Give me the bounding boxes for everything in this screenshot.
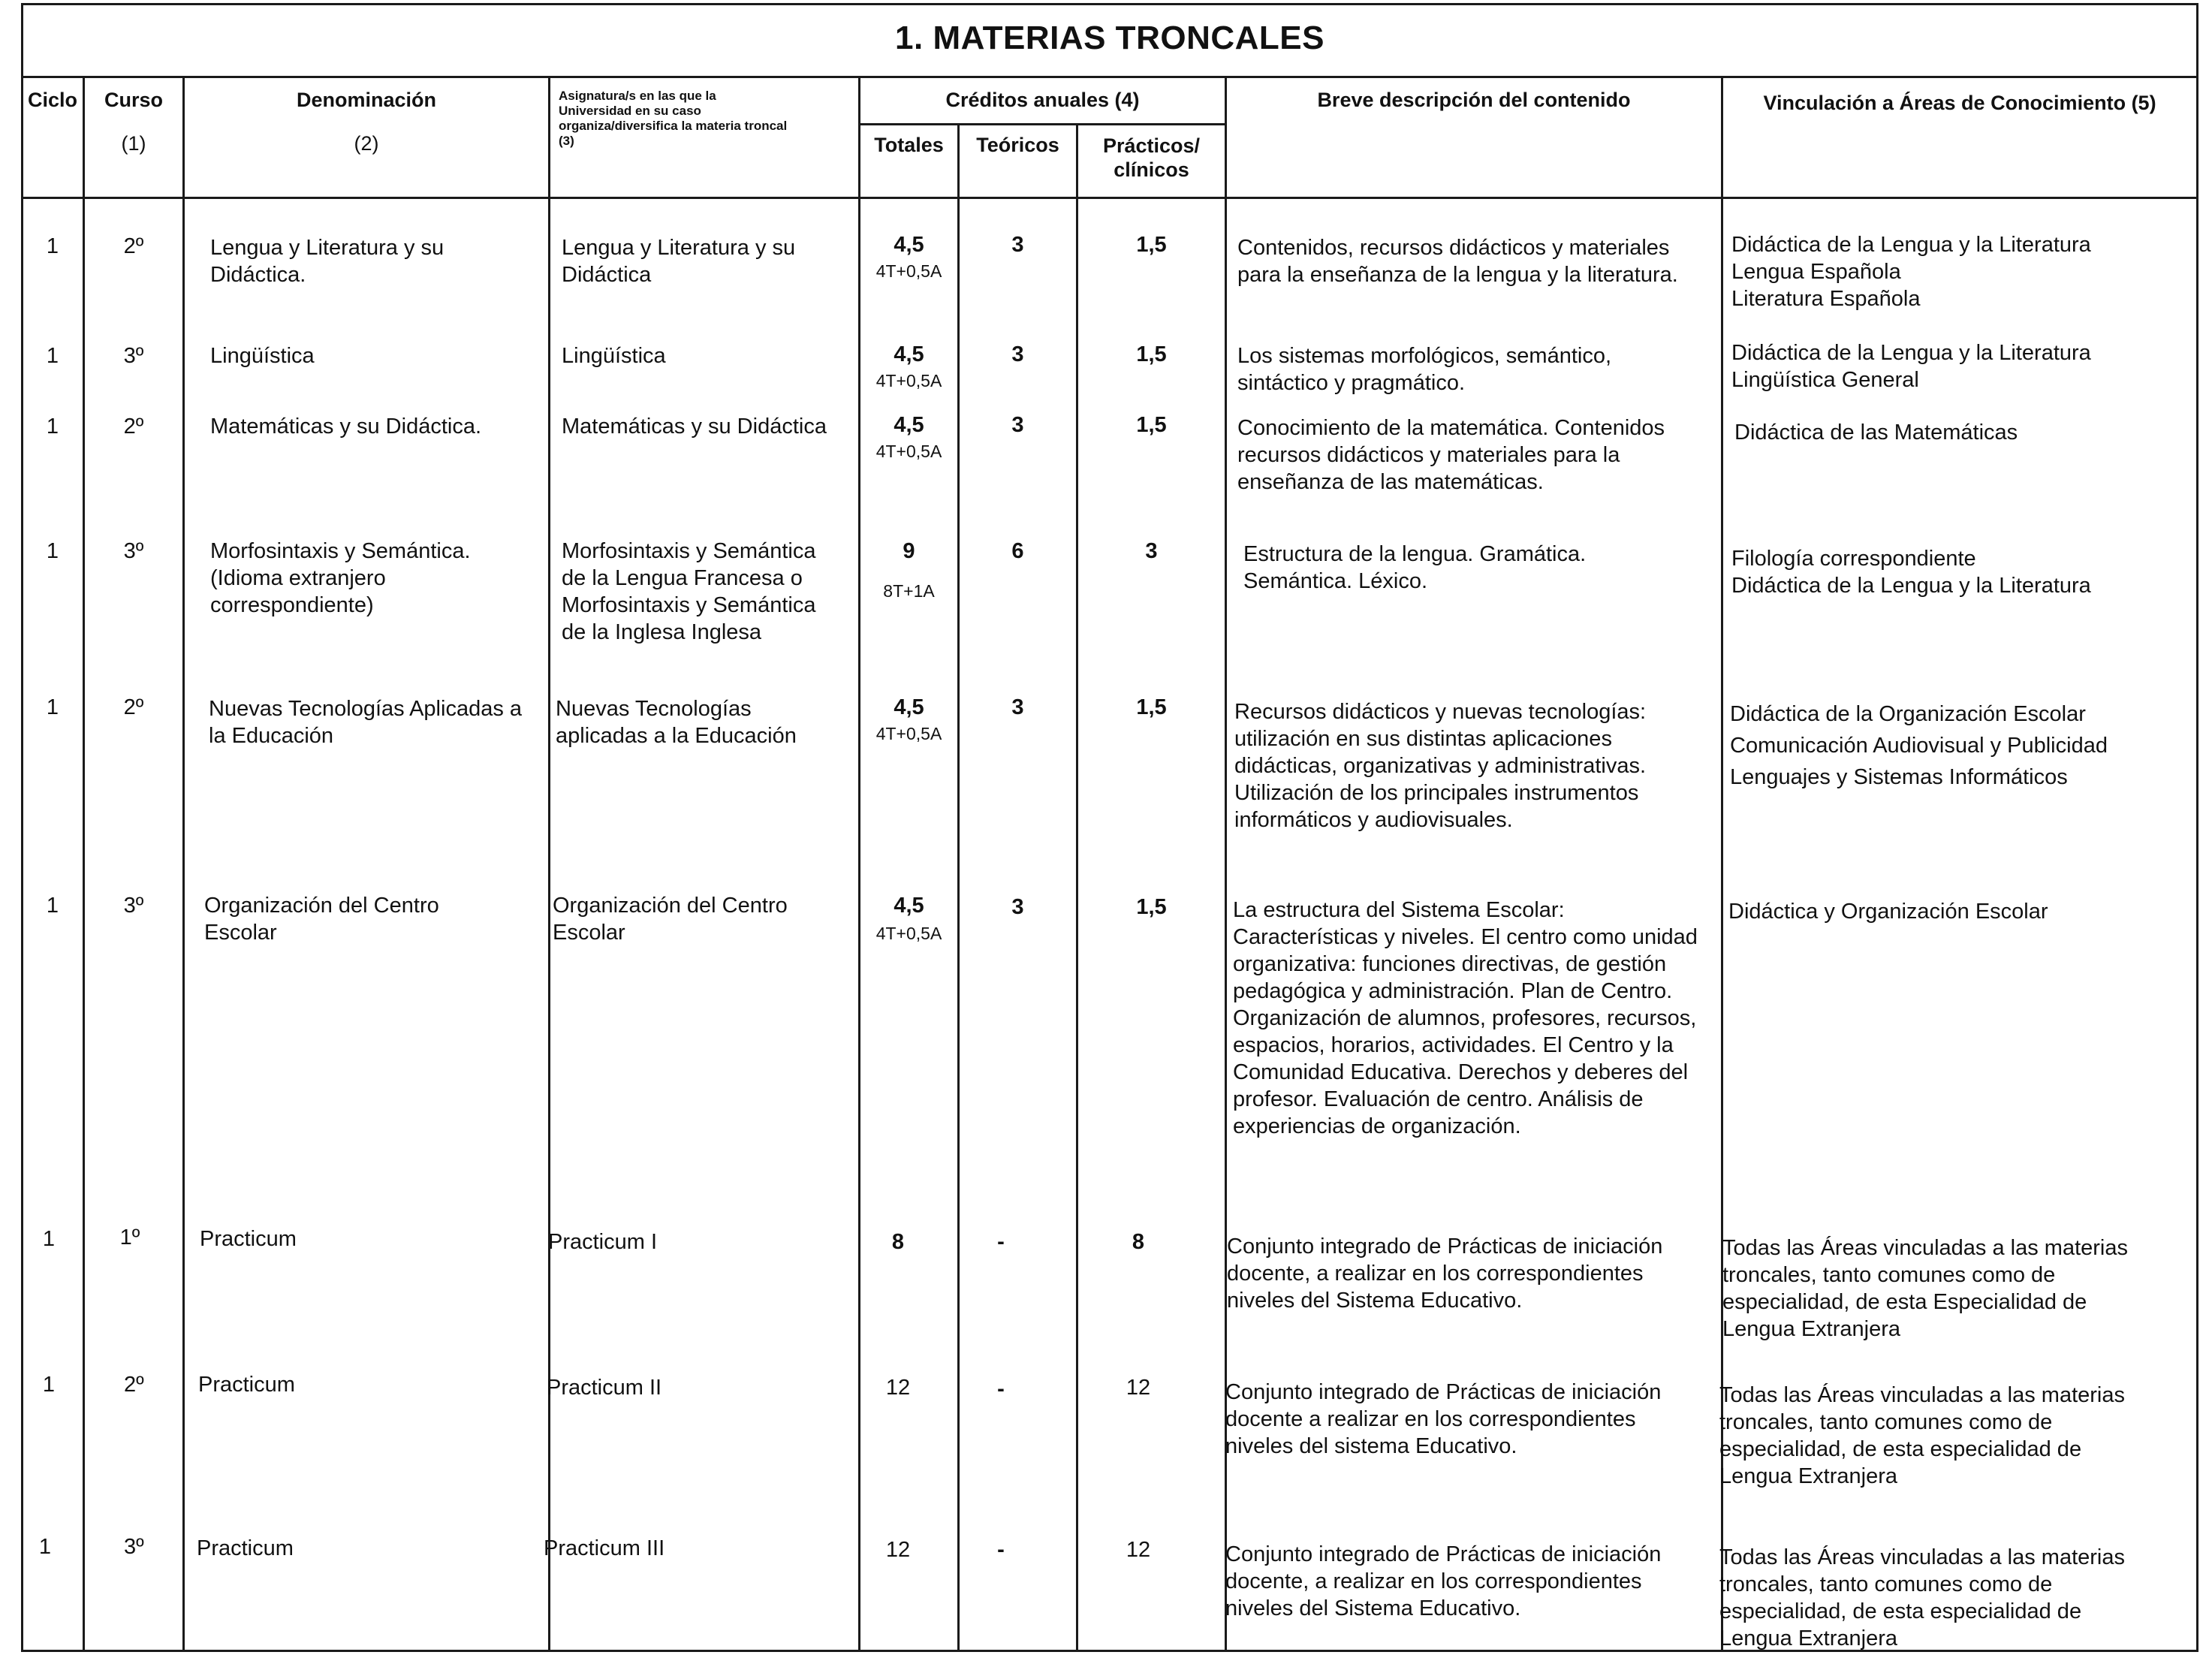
row3-area: Didáctica de las Matemáticas [1734,421,2018,445]
row4-ciclo: 1 [46,539,59,563]
row6-curso: 3º [123,894,144,918]
row6-denominacion: Organización del Centro Escolar [204,894,439,945]
row4-teoricos: 6 [1011,539,1024,563]
row3-totales-sub: 4T+0,5A [875,442,942,461]
header-denominacion: Denominación [296,89,437,111]
row6-teoricos: 3 [1011,895,1024,919]
row6-area: Didáctica y Organización Escolar [1728,900,2048,924]
header-descripcion: Breve descripción del contenido [1317,89,1631,111]
row7-denominacion: Practicum [200,1227,297,1251]
row9-asignatura: Practicum III [544,1536,665,1560]
col-divider [83,78,85,1652]
row8-practicos: 12 [1126,1376,1151,1400]
row9-teoricos: - [997,1538,1005,1562]
row1-ciclo: 1 [46,234,59,258]
row4-area: Didáctica de la Lengua y la Literatura [1731,574,2091,598]
row8-denominacion: Practicum [198,1373,295,1397]
row6-ciclo: 1 [46,894,59,918]
row8-totales: 12 [885,1376,911,1400]
row7-area: Todas las Áreas vinculadas a las materias troncales, tanto comunes como de especialidad, de esta Especialidad de Lengua Extranjera [1722,1236,2128,1341]
title-band [21,3,2198,78]
header-curso-note: (1) [121,132,146,155]
row3-curso: 2º [123,414,144,439]
row6-asignatura: Organización del Centro Escolar [553,894,788,945]
row4-descripcion: Estructura de la lengua. Gramática. Semántica. Léxico. [1243,542,1587,593]
row9-vinculacion [1719,1544,2125,1652]
row2-teoricos: 3 [1011,342,1024,366]
row7-curso: 1º [119,1225,140,1250]
row4-practicos: 3 [1145,539,1158,563]
col-divider [182,78,185,1652]
row2-practicos: 1,5 [1136,342,1167,366]
row1-curso: 2º [123,234,144,258]
row1-totales: 4,5 [894,233,924,257]
row2-vinculacion [1731,339,2182,393]
row3-vinculacion [1734,419,2185,446]
row5-practicos: 1,5 [1136,695,1167,719]
header-teoricos: Teóricos [976,134,1059,156]
row1-totales-sub: 4T+0,5A [875,261,942,281]
row2-curso: 3º [123,344,144,368]
row7-teoricos: - [997,1230,1005,1254]
row3-asignatura: Matemáticas y su Didáctica [562,414,827,439]
row7-descripcion: Conjunto integrado de Prácticas de iniciación docente, a realizar en los correspondientes niveles del Sistema Educativo. [1227,1234,1663,1313]
row1-practicos: 1,5 [1136,233,1167,257]
row6-descripcion: La estructura del Sistema Escolar: Características y niveles. El centro como unidad organizativa: funciones directivas, de gestión pedagógica y administración. Plan de Centro. Organización de alumnos, profesores, recursos, espacios, horarios, actividades. El Centro y la Comunidad Educativa. Derechos y deberes del profesor. Evaluación de centro. Análisis de experiencias de organización. [1233,898,1698,1138]
row7-practicos: 8 [1132,1230,1145,1254]
row5-descripcion: Recursos didácticos y nuevas tecnologías: utilización en sus distintas aplicaciones didácticas, organizativas y administrativas. Utilización de los principales instrumentos informáticos y audiovisuales. [1234,700,1647,832]
row3-totales: 4,5 [894,413,924,437]
row5-curso: 2º [123,695,144,719]
row1-vinculacion [1731,231,2182,312]
header-asignatura: Asignatura/s en las que la Universidad en su caso organiza/diversifica la materia troncal (3) [559,89,788,148]
row4-area: Filología correspondiente [1731,547,1976,571]
row1-asignatura: Lengua y Literatura y su Didáctica [562,236,796,287]
row8-area: Todas las Áreas vinculadas a las materias troncales, tanto comunes como de especialidad, de esta especialidad de Lengua Extranjera [1719,1383,2125,1488]
credits-subheader-divider [858,123,1225,125]
row5-area: Lenguajes y Sistemas Informáticos [1730,765,2068,789]
row5-asignatura: Nuevas Tecnologías aplicadas a la Educación [556,697,797,748]
row8-ciclo: 1 [42,1373,56,1397]
row8-asignatura: Practicum II [547,1376,662,1400]
row9-practicos: 12 [1126,1538,1151,1562]
row9-area: Todas las Áreas vinculadas a las materias troncales, tanto comunes como de especialidad, de esta especialidad de Lengua Extranjera [1719,1545,2125,1650]
row6-totales: 4,5 [894,894,924,918]
row2-area: Lingüística General [1731,368,1919,392]
row1-area: Lengua Española [1731,260,1901,284]
row2-denominacion: Lingüística [210,344,315,368]
row9-curso: 3º [124,1535,144,1559]
row1-teoricos: 3 [1011,233,1024,257]
col-divider [548,78,550,1652]
row3-descripcion: Conocimiento de la matemática. Contenidos recursos didácticos y materiales para la enseñanza de las matemáticas. [1237,416,1665,494]
header-curso: Curso [104,89,163,111]
header-denominacion-note: (2) [354,132,379,155]
row5-denominacion: Nuevas Tecnologías Aplicadas a la Educación [209,697,523,748]
row9-descripcion: Conjunto integrado de Prácticas de iniciación docente, a realizar en los correspondientes niveles del Sistema Educativo. [1225,1542,1662,1620]
row2-area: Didáctica de la Lengua y la Literatura [1731,341,2091,365]
row4-asignatura: Morfosintaxis y Semántica de la Lengua Francesa o Morfosintaxis y Semántica de la Inglesa Inglesa [562,539,816,644]
row1-area: Literatura Española [1731,287,1921,311]
header-ciclo: Ciclo [27,89,77,111]
row3-teoricos: 3 [1011,413,1024,437]
row6-vinculacion [1728,898,2179,925]
row5-area: Didáctica de la Organización Escolar [1730,702,2086,726]
row9-totales: 12 [885,1538,911,1562]
row8-descripcion: Conjunto integrado de Prácticas de iniciación docente a realizar en los correspondientes niveles del sistema Educativo. [1225,1380,1662,1458]
row7-vinculacion [1722,1234,2128,1343]
row5-vinculacion [1730,698,2188,793]
col-divider [858,78,860,1652]
row7-totales: 8 [891,1230,905,1254]
header-divider [21,197,2198,199]
row5-ciclo: 1 [46,695,59,719]
row4-totales: 9 [903,539,915,563]
page-title: 1. MATERIAS TRONCALES [895,20,1324,56]
row5-totales: 4,5 [894,695,924,719]
row5-teoricos: 3 [1011,695,1024,719]
row1-descripcion: Contenidos, recursos didácticos y materiales para la enseñanza de la lengua y la literatura. [1237,236,1678,287]
row4-vinculacion [1731,545,2182,599]
row5-area: Comunicación Audiovisual y Publicidad [1730,734,2108,758]
row4-totales-sub: 8T+1A [883,581,935,601]
row9-denominacion: Practicum [197,1536,294,1560]
row1-denominacion: Lengua y Literatura y su Didáctica. [210,236,445,287]
row3-ciclo: 1 [46,414,59,439]
row2-asignatura: Lingüística [562,344,666,368]
row6-totales-sub: 4T+0,5A [875,924,942,943]
row8-vinculacion [1719,1382,2125,1490]
row9-ciclo: 1 [38,1535,52,1559]
row8-teoricos: - [997,1377,1005,1401]
row2-totales: 4,5 [894,342,924,366]
row5-totales-sub: 4T+0,5A [875,724,942,743]
row3-denominacion: Matemáticas y su Didáctica. [210,414,482,439]
row4-denominacion: Morfosintaxis y Semántica. (Idioma extranjero correspondiente) [210,539,471,617]
row1-area: Didáctica de la Lengua y la Literatura [1731,233,2091,257]
row2-totales-sub: 4T+0,5A [875,371,942,390]
header-creditos: Créditos anuales (4) [945,89,1140,111]
row3-practicos: 1,5 [1136,413,1167,437]
row6-practicos: 1,5 [1136,895,1167,919]
row2-ciclo: 1 [46,344,59,368]
row7-asignatura: Practicum I [548,1230,658,1254]
header-practicos: Prácticos/ clínicos [1102,134,1201,181]
row4-curso: 3º [123,539,144,563]
header-vinculacion: Vinculación a Áreas de Conocimiento (5) [1763,92,2156,114]
row2-descripcion: Los sistemas morfológicos, semántico, sintáctico y pragmático. [1237,344,1612,395]
header-totales: Totales [874,134,944,156]
row8-curso: 2º [124,1373,144,1397]
row7-ciclo: 1 [42,1227,56,1251]
